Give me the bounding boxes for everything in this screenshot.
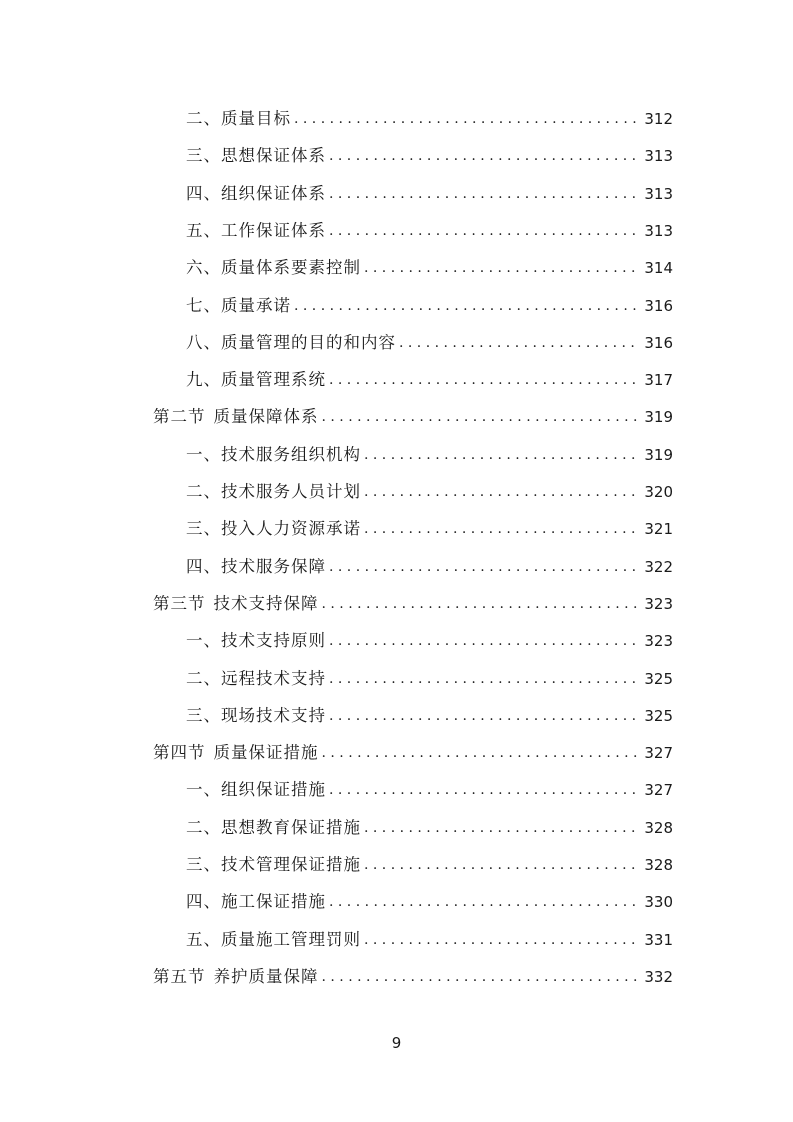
- toc-section-number: 第五节: [153, 966, 206, 986]
- toc-section-number: 第四节: [153, 743, 206, 763]
- toc-dot-leader: [294, 293, 640, 319]
- toc-page-number: 327: [644, 744, 673, 763]
- toc-page-number: 323: [644, 594, 673, 613]
- toc-section-number: 第二节: [153, 407, 206, 427]
- toc-page-number: 321: [644, 520, 673, 539]
- toc-dot-leader: [364, 852, 640, 878]
- toc-dot-leader: [364, 479, 640, 505]
- toc-entry-title: 质量保证措施: [213, 743, 319, 763]
- toc-entry-title: 二、思想教育保证措施: [186, 817, 361, 837]
- toc-entry-label: [153, 404, 319, 430]
- toc-entry-label: [186, 479, 361, 505]
- toc-item-entry[interactable]: [186, 143, 673, 169]
- toc-entry-label: [153, 964, 319, 990]
- toc-item-entry[interactable]: [186, 479, 673, 505]
- toc-entry-title: 技术支持保障: [213, 593, 319, 613]
- toc-entry-label: [186, 293, 291, 319]
- toc-section-entry[interactable]: [153, 591, 673, 617]
- toc-dot-leader: [364, 516, 640, 542]
- toc-dot-leader: [364, 255, 640, 281]
- toc-entry-label: [153, 591, 319, 617]
- toc-page-number: 328: [644, 856, 673, 874]
- toc-page-number: 325: [644, 669, 673, 688]
- toc-dot-leader: [322, 740, 641, 766]
- toc-entry-title: 质量保障体系: [213, 407, 319, 427]
- toc-page-number: 325: [644, 706, 673, 725]
- toc-entry-title: 三、现场技术支持: [186, 705, 326, 725]
- toc-page-number: 323: [644, 632, 673, 651]
- toc-page-number: 313: [644, 221, 673, 240]
- toc-section-entry[interactable]: [153, 740, 673, 766]
- toc-entry-label: [186, 666, 326, 692]
- toc-dot-leader: [329, 554, 640, 580]
- toc-page-number: 327: [644, 781, 673, 800]
- toc-entry-label: [186, 330, 396, 356]
- toc-entry-title: 三、投入人力资源承诺: [186, 519, 361, 539]
- toc-entry-title: 二、远程技术支持: [186, 668, 326, 688]
- toc-section-entry[interactable]: [153, 964, 673, 990]
- toc-entry-label: [186, 143, 326, 169]
- toc-page-number: 332: [644, 967, 673, 986]
- toc-page-number: 312: [644, 110, 673, 128]
- toc-entry-title: 一、技术服务组织机构: [186, 444, 361, 464]
- toc-item-entry[interactable]: [186, 554, 673, 580]
- toc-entry-title: 一、组织保证措施: [186, 780, 326, 800]
- toc-entry-title: 五、质量施工管理罚则: [186, 929, 361, 949]
- toc-dot-leader: [322, 404, 641, 430]
- toc-item-entry[interactable]: [186, 889, 673, 915]
- toc-entry-title: 二、质量目标: [186, 109, 291, 128]
- toc-dot-leader: [329, 777, 640, 803]
- toc-entry-title: 五、工作保证体系: [186, 220, 326, 240]
- toc-entry-label: [186, 927, 361, 953]
- toc-dot-leader: [322, 964, 641, 990]
- toc-item-entry[interactable]: [186, 218, 673, 244]
- toc-entry-title: 四、技术服务保障: [186, 556, 326, 576]
- toc-entry-label: [186, 815, 361, 841]
- toc-entry-label: [153, 740, 319, 766]
- toc-page-number: 317: [644, 371, 673, 390]
- toc-item-entry[interactable]: [186, 815, 673, 841]
- toc-dot-leader: [329, 367, 640, 393]
- toc-entry-label: [186, 218, 326, 244]
- toc-entry-label: [186, 181, 326, 207]
- toc-item-entry[interactable]: [186, 666, 673, 692]
- toc-item-entry[interactable]: [186, 181, 673, 207]
- toc-entry-label: [186, 628, 326, 654]
- toc-dot-leader: [329, 218, 640, 244]
- toc-entry-label: [186, 703, 326, 729]
- toc-section-number: 第三节: [153, 593, 206, 613]
- toc-dot-leader: [364, 927, 640, 953]
- toc-entry-title: 一、技术支持原则: [186, 631, 326, 651]
- toc-dot-leader: [329, 703, 640, 729]
- toc-item-entry[interactable]: [186, 628, 673, 654]
- toc-entry-title: 二、技术服务人员计划: [186, 482, 361, 501]
- toc-item-entry[interactable]: [186, 516, 673, 542]
- toc-entry-label: [186, 777, 326, 803]
- toc-entry-label: [186, 889, 326, 915]
- toc-item-entry[interactable]: [186, 106, 673, 132]
- toc-item-entry[interactable]: [186, 703, 673, 729]
- toc-entry-title: 三、思想保证体系: [186, 146, 326, 166]
- toc-entry-label: [186, 255, 361, 281]
- toc-entry-title: 七、质量承诺: [186, 295, 291, 315]
- toc-page-number: 331: [644, 930, 673, 949]
- toc-dot-leader: [329, 181, 640, 207]
- toc-dot-leader: [322, 591, 641, 617]
- toc-entry-label: [186, 442, 361, 468]
- toc-item-entry[interactable]: [186, 927, 673, 953]
- toc-item-entry[interactable]: [186, 442, 673, 468]
- toc-page-number: 314: [644, 259, 673, 278]
- toc-dot-leader: [294, 106, 640, 132]
- toc-entry-title: 六、质量体系要素控制: [186, 258, 361, 278]
- toc-dot-leader: [399, 330, 640, 356]
- toc-page-number: 328: [644, 818, 673, 837]
- toc-page-number: 320: [644, 483, 673, 501]
- toc-item-entry[interactable]: [186, 367, 673, 393]
- toc-item-entry[interactable]: [186, 852, 673, 878]
- toc-entry-title: 四、组织保证体系: [186, 183, 326, 203]
- toc-entry-label: [186, 554, 326, 580]
- toc-dot-leader: [329, 628, 640, 654]
- toc-item-entry[interactable]: [186, 777, 673, 803]
- toc-entry-label: [186, 516, 361, 542]
- toc-dot-leader: [329, 889, 640, 915]
- toc-dot-leader: [329, 666, 640, 692]
- toc-page-number: 319: [644, 445, 673, 464]
- toc-entry-title: 九、质量管理系统: [186, 370, 326, 390]
- toc-item-entry[interactable]: [186, 330, 673, 356]
- toc-page-number: 313: [644, 184, 673, 203]
- toc-dot-leader: [364, 815, 640, 841]
- toc-page-number: 316: [644, 333, 673, 352]
- toc-entry-label: [186, 106, 291, 132]
- toc-entry-title: 养护质量保障: [213, 966, 319, 986]
- toc-dot-leader: [329, 143, 640, 169]
- toc-dot-leader: [364, 442, 640, 468]
- toc-page-number: 316: [644, 296, 673, 315]
- toc-page-number: 313: [644, 147, 673, 166]
- toc-entry-label: [186, 852, 361, 878]
- toc-item-entry[interactable]: [186, 255, 673, 281]
- page-number: 9: [391, 1034, 402, 1052]
- toc-section-entry[interactable]: [153, 404, 673, 430]
- toc-entry-title: 八、质量管理的目的和内容: [186, 332, 396, 352]
- toc-page-number: 330: [644, 893, 673, 912]
- toc-entry-label: [186, 367, 326, 393]
- toc-page-number: 322: [644, 557, 673, 576]
- toc-page-number: 319: [644, 408, 673, 427]
- toc-item-entry[interactable]: [186, 293, 673, 319]
- toc-entry-title: 四、施工保证措施: [186, 892, 326, 912]
- toc-entry-title: 三、技术管理保证措施: [186, 855, 361, 874]
